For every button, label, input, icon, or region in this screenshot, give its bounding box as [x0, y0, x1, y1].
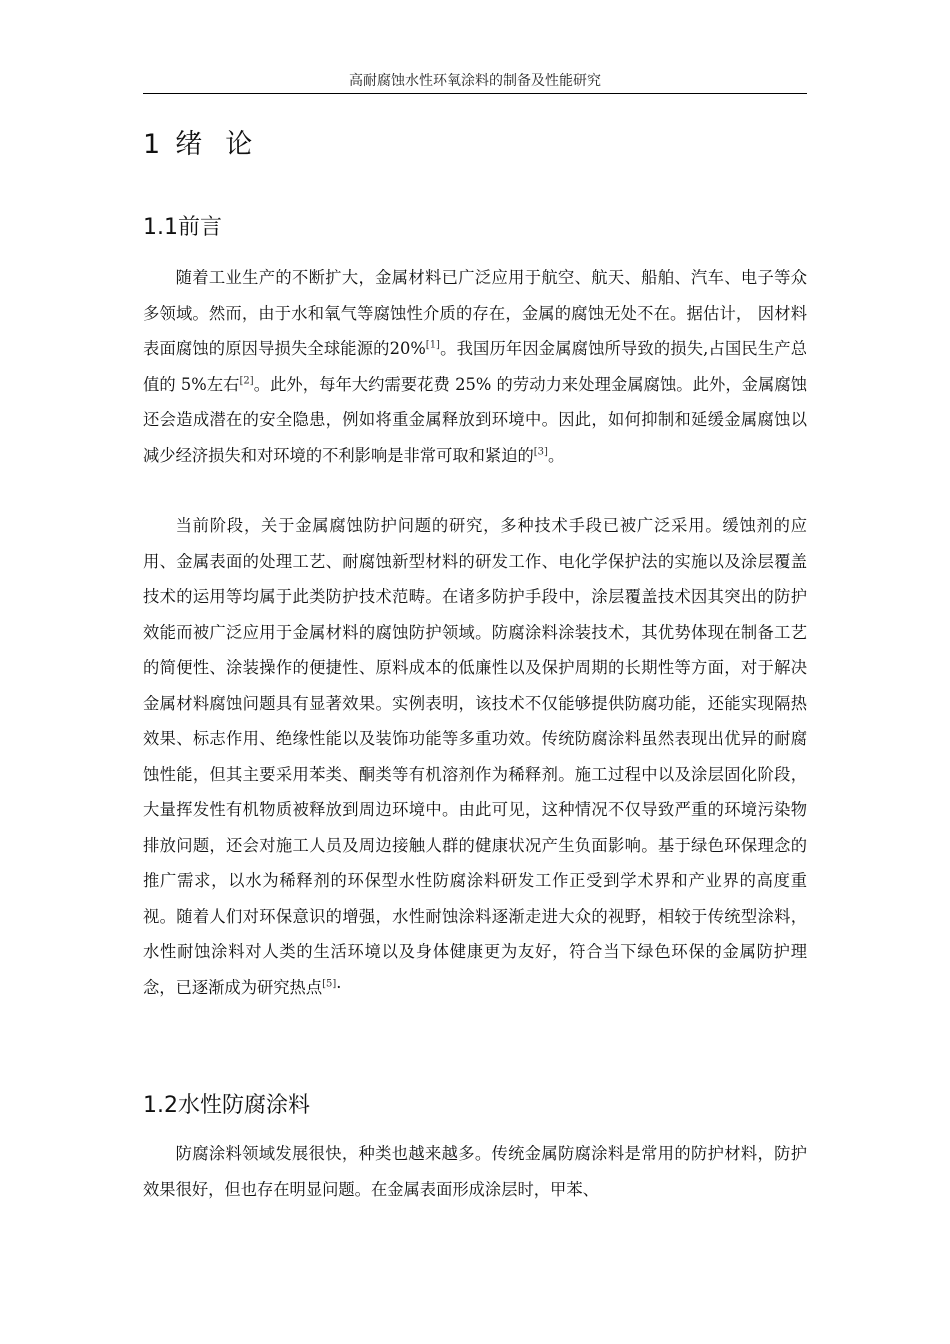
chapter-title [143, 122, 253, 161]
section-title: 水性防腐涂料 [178, 1093, 311, 1118]
section-heading-1-2 [143, 1088, 310, 1119]
chapter-title-part1: 绪 [175, 129, 204, 160]
paragraph-text: 。此外，每年大约需要花费 25% 的劳动力来处理金属腐蚀。此外，金属腐蚀还会造成潜在的安全隐患，例如将重金属释放到环境中。因此，如何抑制和延缓金属腐蚀以减少经济损失和对环境的不利影响是非常可取和紧迫的 [143, 374, 807, 465]
citation-5: [5] [322, 978, 337, 990]
paragraph-2 [143, 508, 807, 1005]
section-title: 前言 [178, 215, 223, 240]
chapter-title-part2: 论 [225, 129, 254, 160]
chapter-number: 1 [143, 129, 162, 160]
paragraph-text: 当前阶段，关于金属腐蚀防护问题的研究，多种技术手段已被广泛采用。缓蚀剂的应用、金属表面的处理工艺、耐腐蚀新型材料的研发工作、电化学保护法的实施以及涂层覆盖技术的运用等均属于此类防护技术范畴。在诸多防护手段中，涂层覆盖技术因其突出的防护效能而被广泛应用于金属材料的腐蚀防护领域。防腐涂料涂装技术，其优势体现在制备工艺的简便性、涂装操作的便捷性、原料成本的低廉性以及保护周期的长期性等方面，对于解决金属材料腐蚀问题具有显著效果。实例表明，该技术不仅能够提供防腐功能，还能实现隔热效果、标志作用、绝缘性能以及装饰功能等多重功效。传统防腐涂料虽然表现出优异的耐腐蚀性能，但其主要采用苯类、酮类等有机溶剂作为稀释剂。施工过程中以及涂层固化阶段，大量挥发性有机物质被释放到周边环境中。由此可见，这种情况不仅导致严重的环境污染物排放问题，还会对施工人员及周边接触人群的健康状况产生负面影响。基于绿色环保理念的推广需求，以水为稀释剂的环保型水性防腐涂料研发工作正受到学术界和产业界的高度重视。随着人们对环保意识的增强，水性耐蚀涂料逐渐走进大众的视野，相较于传统型涂料，水性耐蚀涂料对人类的生活环境以及身体健康更为友好，符合当下绿色环保的金属防护理念，已逐渐成为研究热点 [143, 516, 807, 997]
paragraph-text: 。我国历年因金属腐蚀所导致的损失,占国民生产总值的 5%左右 [143, 339, 807, 394]
citation-3: [3] [533, 446, 548, 458]
paragraph-1 [143, 260, 807, 473]
paragraph-text: 。 [547, 445, 565, 465]
citation-2: [2] [239, 375, 254, 387]
running-header: 高耐腐蚀水性环氧涂料的制备及性能研究 [349, 73, 601, 89]
section-heading-1-1 [143, 210, 222, 241]
section-number: 1.2 [143, 1093, 178, 1118]
paragraph-3: 防腐涂料领域发展很快，种类也越来越多。传统金属防腐涂料是常用的防护材料，防护效果很好，但也存在明显问题。在金属表面形成涂层时，甲苯、 [143, 1144, 807, 1199]
paragraph-text: · [336, 977, 342, 997]
header-rule [143, 93, 807, 94]
section-number: 1.1 [143, 215, 178, 240]
citation-1: [1] [425, 339, 440, 351]
paragraph-text: 随着工业生产的不断扩大，金属材料已广泛应用于航空、航天、船舶、汽车、电子等众多领域。然而，由于水和氧气等腐蚀性介质的存在，金属的腐蚀无处不在。据估计， 因材料表面腐蚀的原因导损失全球能源的20% [143, 268, 807, 358]
